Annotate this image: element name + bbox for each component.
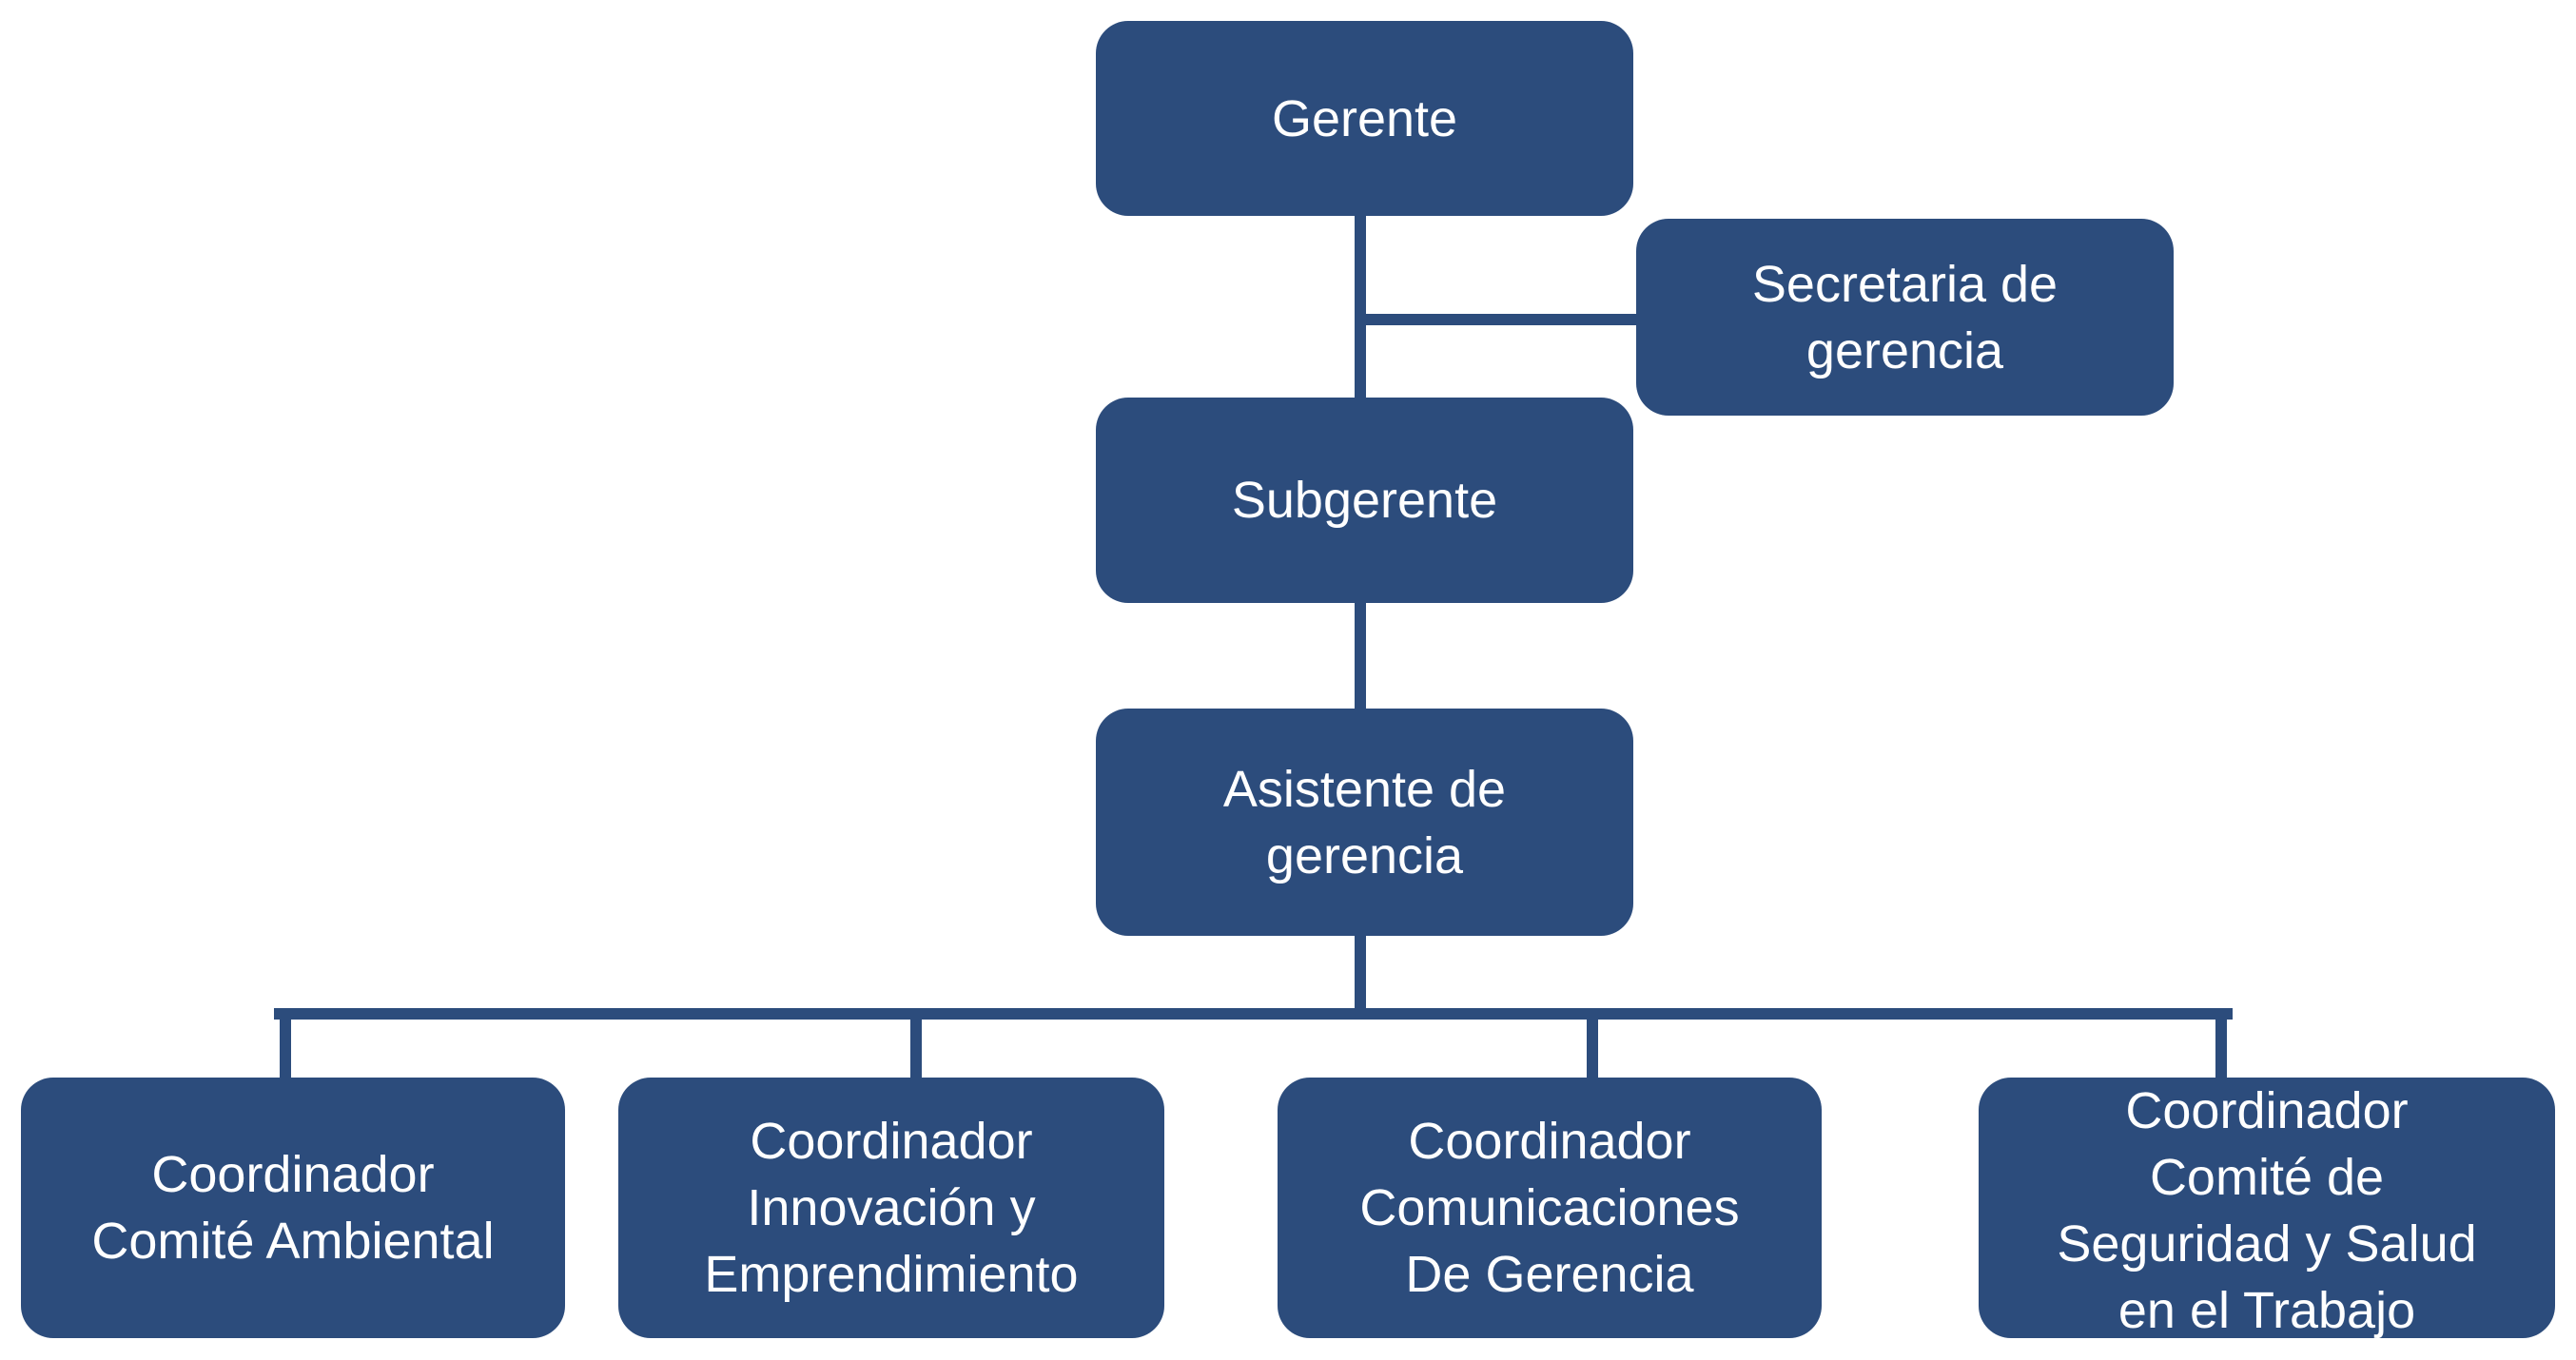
node-asistente-de-gerencia: Asistente de gerencia: [1096, 709, 1633, 936]
node-coordinador-comite-ambiental: Coordinador Comité Ambiental: [21, 1078, 565, 1338]
node-gerente: Gerente: [1096, 21, 1633, 216]
node-secretaria-de-gerencia: Secretaria de gerencia: [1636, 219, 2174, 416]
node-coordinador-comunicaciones: Coordinador Comunicaciones De Gerencia: [1278, 1078, 1822, 1338]
node-subgerente: Subgerente: [1096, 398, 1633, 603]
node-coordinador-innovacion: Coordinador Innovación y Emprendimiento: [618, 1078, 1164, 1338]
node-coordinador-seguridad-salud: Coordinador Comité de Seguridad y Salud en el Trabajo: [1979, 1078, 2555, 1338]
